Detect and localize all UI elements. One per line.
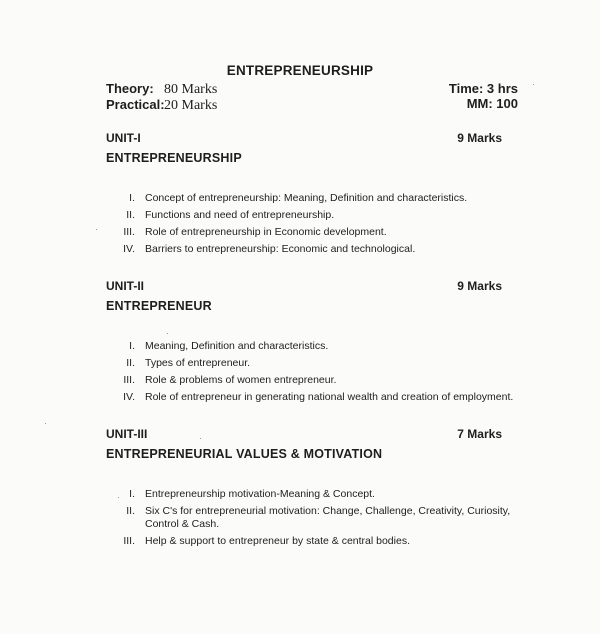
theory-label: Theory: — [106, 81, 154, 96]
item-text: Six C's for entrepreneurial motivation: Change, Challenge, Creativity, Curiosity, Control & Cash. — [145, 505, 511, 530]
item-number: IV. — [123, 391, 135, 403]
item-text: Help & support to entrepreneur by state & central bodies. — [145, 535, 410, 547]
time-label: Time: 3 hrs — [448, 81, 518, 96]
document-title: ENTREPRENEURSHIP — [226, 63, 374, 78]
topic-list — [110, 192, 467, 256]
list-item — [110, 192, 467, 205]
scan-speck — [200, 438, 201, 439]
item-text: Role & problems of women entrepreneur. — [145, 374, 337, 386]
list-item — [110, 391, 513, 404]
item-number: III. — [123, 535, 135, 547]
item-text: Concept of entrepreneurship: Meaning, Definition and characteristics. — [145, 192, 468, 204]
item-number: I. — [129, 488, 135, 500]
item-text: Meaning, Definition and characteristics. — [145, 340, 329, 352]
unit-title: ENTREPRENEURSHIP — [106, 151, 242, 165]
scan-speck — [96, 229, 97, 230]
topic-list — [110, 488, 520, 548]
practical-label: Practical: — [106, 97, 165, 112]
theory-line — [106, 81, 217, 97]
item-number: IV. — [123, 243, 135, 255]
item-number: I. — [129, 340, 135, 352]
marks-breakdown — [106, 81, 217, 113]
item-text: Role of entrepreneurship in Economic development. — [145, 226, 387, 238]
scan-speck — [45, 423, 46, 424]
item-number: III. — [123, 226, 135, 238]
topic-list — [110, 340, 513, 404]
max-marks-label: MM: 100 — [466, 96, 518, 111]
list-item — [110, 357, 513, 370]
unit-header — [106, 279, 502, 293]
item-text: Role of entrepreneur in generating national wealth and creation of employment. — [145, 391, 514, 403]
scan-speck — [167, 333, 168, 334]
unit-header — [106, 131, 502, 145]
unit-marks: 9 Marks — [457, 131, 502, 145]
unit-label: UNIT-III — [106, 427, 148, 441]
item-number: III. — [123, 374, 135, 386]
item-text: Barriers to entrepreneurship: Economic and technological. — [145, 243, 416, 255]
list-item — [110, 374, 513, 387]
unit-label: UNIT-I — [106, 131, 141, 145]
scan-speck — [118, 497, 119, 498]
item-number: II. — [126, 209, 135, 221]
list-item — [110, 488, 520, 501]
list-item — [110, 243, 467, 256]
exam-info — [449, 81, 518, 111]
list-item — [110, 505, 520, 531]
unit-marks: 9 Marks — [457, 279, 502, 293]
unit-title: ENTREPRENEURIAL VALUES & MOTIVATION — [106, 447, 383, 461]
unit-header — [106, 427, 502, 441]
unit-title: ENTREPRENEUR — [106, 299, 212, 313]
practical-line — [106, 97, 217, 113]
list-item — [110, 535, 520, 548]
item-text: Types of entrepreneur. — [145, 357, 251, 369]
item-text: Entrepreneurship motivation-Meaning & Concept. — [145, 488, 375, 500]
item-number: II. — [126, 357, 135, 369]
item-number: II. — [126, 505, 135, 517]
unit-label: UNIT-II — [106, 279, 144, 293]
practical-value: 20 Marks — [164, 98, 218, 113]
list-item — [110, 226, 467, 239]
item-text: Functions and need of entrepreneurship. — [145, 209, 335, 221]
list-item — [110, 340, 513, 353]
theory-value: 80 Marks — [164, 82, 218, 97]
list-item — [110, 209, 467, 222]
unit-marks: 7 Marks — [457, 427, 502, 441]
scan-speck — [533, 84, 534, 85]
item-number: I. — [129, 192, 135, 204]
